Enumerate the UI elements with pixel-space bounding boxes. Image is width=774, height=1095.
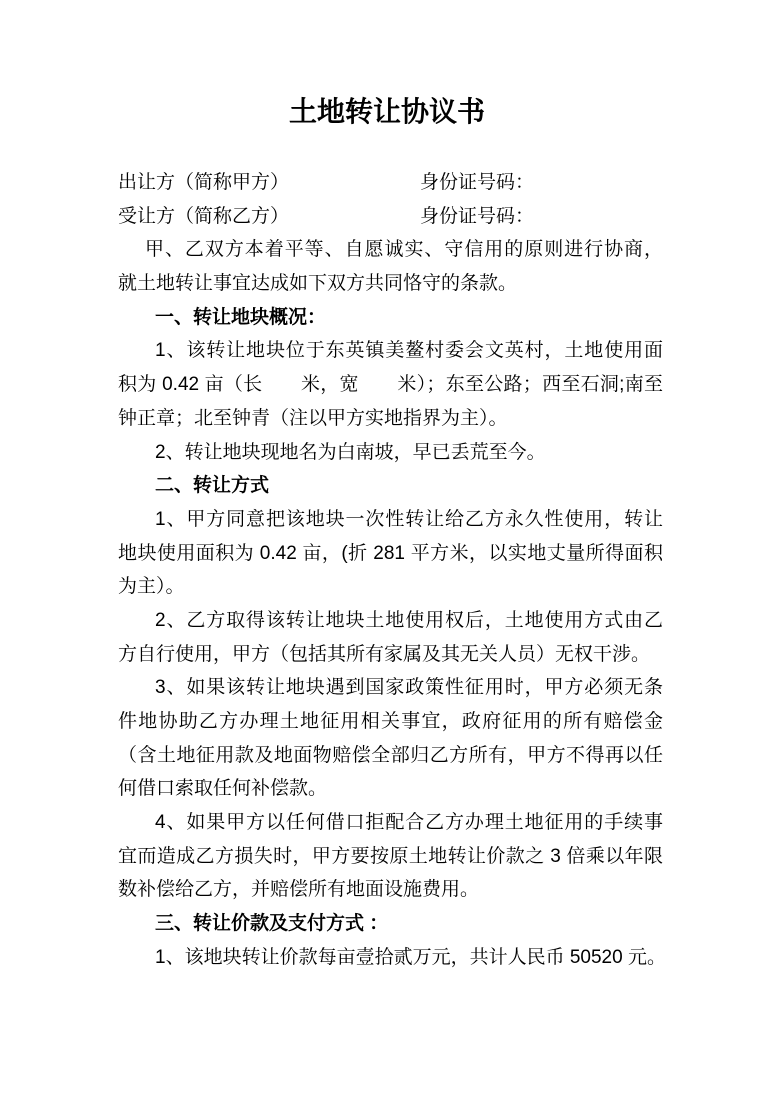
section-land-overview xyxy=(118,301,663,469)
text-line: 1、该转让地块位于东英镇美鳌村委会文英村，土地使用面 xyxy=(155,340,663,362)
text-line: 2、乙方取得该转让地块土地使用权后，土地使用方式由乙 xyxy=(155,609,663,631)
text-line: 宜而造成乙方损失时，甲方要按原土地转让价款之 3 倍乘以年限 xyxy=(118,845,663,867)
text-line: 4、如果甲方以任何借口拒配合乙方办理土地征用的手续事 xyxy=(155,812,663,834)
clause xyxy=(118,671,663,806)
party-row-transferor xyxy=(118,166,663,200)
document-title: 土地转让协议书 xyxy=(288,96,485,127)
text-line: 钟正章；北至钟青（注以甲方实地指界为主）。 xyxy=(118,407,508,429)
section-transfer-method xyxy=(118,469,663,907)
id-number-label: 身份证号码： xyxy=(420,172,535,193)
section-price-payment xyxy=(118,907,666,974)
clause xyxy=(118,941,666,975)
text-line: （含土地征用款及地面物赔偿全部归乙方所有，甲方不得再以任 xyxy=(118,744,663,766)
text-line: 积为 0.42 亩（长 米，宽 米）；东至公路；西至石洞;南至 xyxy=(118,374,663,396)
text-line: 件地协助乙方办理土地征用相关事宜，政府征用的所有赔偿金 xyxy=(118,711,663,732)
preamble-paragraph xyxy=(118,233,663,300)
section-heading: 二、转让方式 xyxy=(155,475,270,497)
section-heading: 三、转让价款及支付方式 ： xyxy=(155,913,389,935)
clause xyxy=(118,604,663,671)
text-line: 何借口索取任何补偿款。 xyxy=(118,778,328,800)
text-line: 2、转让地块现地名为白南坡，早已丢荒至今。 xyxy=(155,441,546,463)
text-line: 就土地转让事宜达成如下双方共同恪守的条款。 xyxy=(118,273,518,295)
transferor-label: 出让方（简称甲方） xyxy=(118,172,290,193)
text-line: 甲、乙双方本着平等、自愿诚实、守信用的原则进行协商， xyxy=(145,239,663,261)
text-line: 为主）。 xyxy=(118,576,185,598)
party-row-transferee xyxy=(118,200,663,234)
clause xyxy=(118,503,663,604)
transferee-label: 受让方（简称乙方） xyxy=(118,205,290,227)
section-heading: 一、转让地块概况： xyxy=(155,306,327,328)
text-line: 数补偿给乙方，并赔偿所有地面设施费用。 xyxy=(118,879,480,901)
clause xyxy=(118,334,663,435)
text-line: 1、甲方同意把该地块一次性转让给乙方永久性使用，转让 xyxy=(155,508,663,530)
text-line: 3、如果该转让地块遇到国家政策性征用时，甲方必须无条 xyxy=(155,677,663,699)
text-line: 地块使用面积为 0.42 亩，(折 281 平方米，以实地丈量所得面积 xyxy=(118,542,663,564)
text-line: 方自行使用，甲方（包括其所有家属及其无关人员）无权干涉。 xyxy=(118,643,651,665)
text-line: 1、该地块转让价款每亩壹拾贰万元，共计人民币 50520 元。 xyxy=(155,946,666,968)
document-body xyxy=(118,166,666,975)
id-number-label: 身份证号码： xyxy=(420,205,535,227)
clause xyxy=(118,436,663,470)
clause xyxy=(118,806,663,907)
